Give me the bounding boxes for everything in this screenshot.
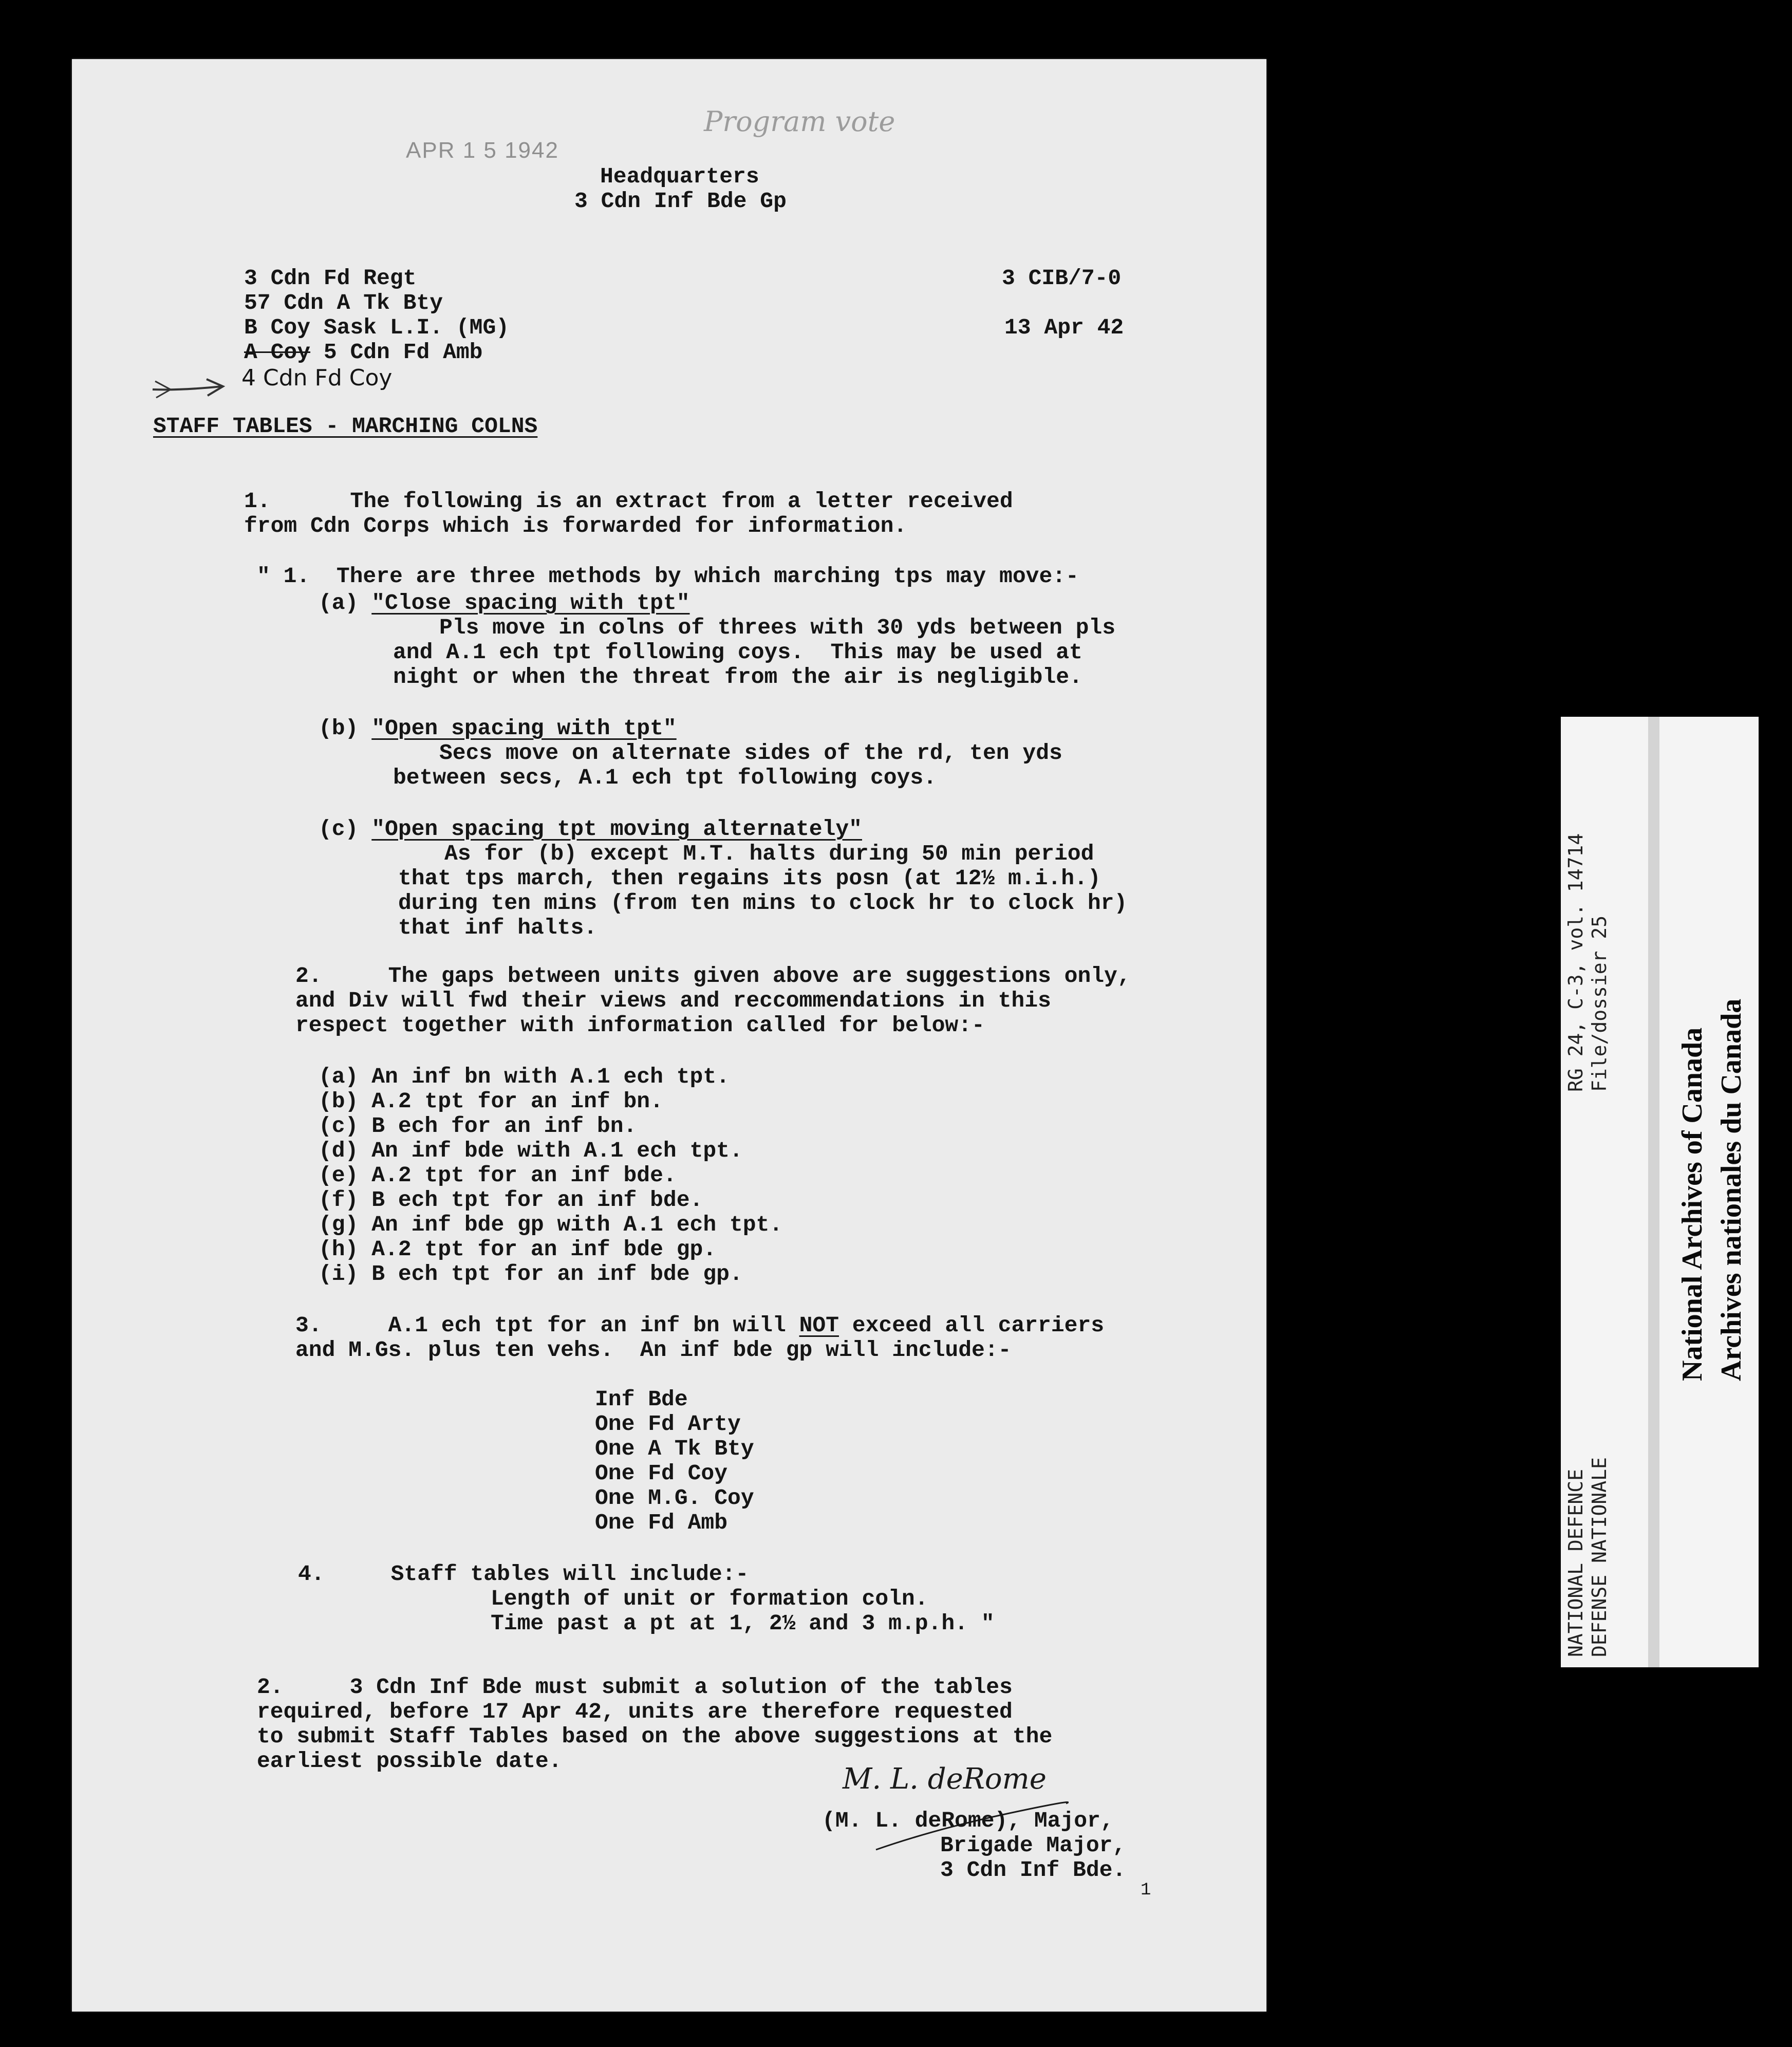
list-item: (i) B ech tpt for an inf bde gp.	[319, 1261, 743, 1287]
method-c-line1: As for (b) except M.T. halts during 50 min period	[444, 841, 1094, 866]
handwritten-note: Program vote	[704, 105, 895, 138]
para4-line2: Length of unit or formation coln.	[491, 1586, 928, 1611]
para3-line1	[295, 1313, 1104, 1338]
method-b-label: (b)	[319, 716, 372, 741]
addressee-1: 3 Cdn Fd Regt	[244, 266, 417, 291]
arrow-icon	[150, 375, 227, 401]
national-defence-line1: NATIONAL DEFENCE	[1564, 1468, 1587, 1657]
archive-label-divider	[1648, 717, 1659, 1667]
bde-gp-item: One Fd Coy	[595, 1461, 728, 1486]
addressee-3: B Coy Sask L.I. (MG)	[244, 315, 510, 340]
method-a-line2: and A.1 ech tpt following coys. This may be used at	[393, 640, 1082, 665]
signature-line2: Brigade Major,	[940, 1833, 1126, 1858]
header-line-2: 3 Cdn Inf Bde Gp	[574, 189, 787, 214]
method-b-title: "Open spacing with tpt"	[371, 716, 677, 741]
handwritten-signature: M. L. deRome	[843, 1762, 1047, 1796]
method-a-line1: Pls move in colns of threes with 30 yds between pls	[439, 615, 1116, 640]
struck-addressee: A Coy	[244, 340, 311, 365]
para2-line3: respect together with information called for below:-	[295, 1013, 985, 1038]
subject-line: STAFF TABLES - MARCHING COLNS	[153, 414, 538, 439]
addressee-4-text: 5 Cdn Fd Amb	[310, 340, 483, 365]
list-item: (b) A.2 tpt for an inf bn.	[319, 1089, 663, 1114]
method-a-title: "Close spacing with tpt"	[371, 590, 690, 616]
list-item: (e) A.2 tpt for an inf bde.	[319, 1163, 677, 1188]
header-line-1: Headquarters	[600, 164, 759, 189]
closing-line4: earliest possible date.	[257, 1748, 562, 1774]
para3-not: NOT	[799, 1313, 839, 1338]
page-mark: 1	[1141, 1881, 1151, 1900]
bde-gp-item: Inf Bde	[595, 1387, 688, 1412]
national-defence-line2: DEFENSE NATIONALE	[1588, 1457, 1611, 1657]
addressee-4	[244, 340, 483, 365]
closing-line2: required, before 17 Apr 42, units are therefore requested	[257, 1699, 1013, 1724]
letter-date: 13 Apr 42	[1004, 315, 1124, 340]
list-item: (g) An inf bde gp with A.1 ech tpt.	[319, 1212, 783, 1237]
archives-name-french: Archives nationales du Canada	[1715, 998, 1747, 1381]
method-c-label: (c)	[319, 816, 372, 842]
para3-before: 3. A.1 ech tpt for an inf bn will	[295, 1313, 799, 1338]
bde-gp-item: One M.G. Coy	[595, 1485, 754, 1511]
method-c-heading	[319, 817, 862, 842]
para4-line1: 4. Staff tables will include:-	[298, 1561, 749, 1587]
signature-line1: (M. L. deRome), Major,	[822, 1808, 1114, 1833]
method-b-line2: between secs, A.1 ech tpt following coys.	[393, 765, 937, 790]
signature-line3: 3 Cdn Inf Bde.	[940, 1857, 1126, 1883]
list-item: (d) An inf bde with A.1 ech tpt.	[319, 1138, 743, 1163]
method-c-line4: that inf halts.	[398, 915, 598, 940]
para4-line3: Time past a pt at 1, 2½ and 3 m.p.h. "	[491, 1611, 995, 1636]
list-item: (h) A.2 tpt for an inf bde gp.	[319, 1237, 717, 1262]
bde-gp-item: One A Tk Bty	[595, 1436, 754, 1461]
bde-gp-item: One Fd Amb	[595, 1510, 728, 1535]
addressee-2: 57 Cdn A Tk Bty	[244, 290, 443, 315]
received-date-stamp: APR 1 5 1942	[406, 138, 559, 163]
archive-reference-line1: RG 24, C-3, vol. 14714	[1564, 833, 1587, 1092]
para1-line2: from Cdn Corps which is forwarded for information.	[244, 513, 907, 538]
method-a-line3: night or when the threat from the air is negligible.	[393, 664, 1082, 690]
archive-reference-line2: File/dossier 25	[1588, 915, 1611, 1092]
method-b-heading	[319, 716, 677, 741]
list-item: (c) B ech for an inf bn.	[319, 1113, 637, 1139]
method-b-line1: Secs move on alternate sides of the rd, ten yds	[439, 740, 1062, 766]
method-c-line2: that tps march, then regains its posn (at 12½ m.i.h.)	[398, 866, 1101, 891]
method-a-label: (a)	[319, 590, 372, 616]
para1-line1: 1. The following is an extract from a letter received	[244, 489, 1013, 514]
closing-line1: 2. 3 Cdn Inf Bde must submit a solution of the tables	[257, 1674, 1013, 1700]
archives-name-english: National Archives of Canada	[1676, 1027, 1708, 1381]
para3-line2: and M.Gs. plus ten vehs. An inf bde gp will include:-	[295, 1337, 1012, 1363]
para2-line1: 2. The gaps between units given above are suggestions only,	[295, 963, 1131, 989]
list-item: (a) An inf bn with A.1 ech tpt.	[319, 1064, 730, 1089]
para2-line2: and Div will fwd their views and reccommendations in this	[295, 988, 1051, 1013]
closing-line3: to submit Staff Tables based on the above suggestions at the	[257, 1724, 1053, 1749]
method-c-title: "Open spacing tpt moving alternately"	[371, 816, 862, 842]
quote-intro: " 1. There are three methods by which marching tps may move:-	[257, 564, 1079, 589]
para3-after: exceed all carriers	[838, 1313, 1105, 1338]
addressee-5-handwritten: 4 Cdn Fd Coy	[241, 365, 393, 391]
file-reference: 3 CIB/7-0	[1002, 266, 1122, 291]
bde-gp-item: One Fd Arty	[595, 1411, 741, 1437]
list-item: (f) B ech tpt for an inf bde.	[319, 1187, 703, 1213]
method-c-line3: during ten mins (from ten mins to clock hr to clock hr)	[398, 890, 1128, 916]
method-a-heading	[319, 591, 690, 616]
